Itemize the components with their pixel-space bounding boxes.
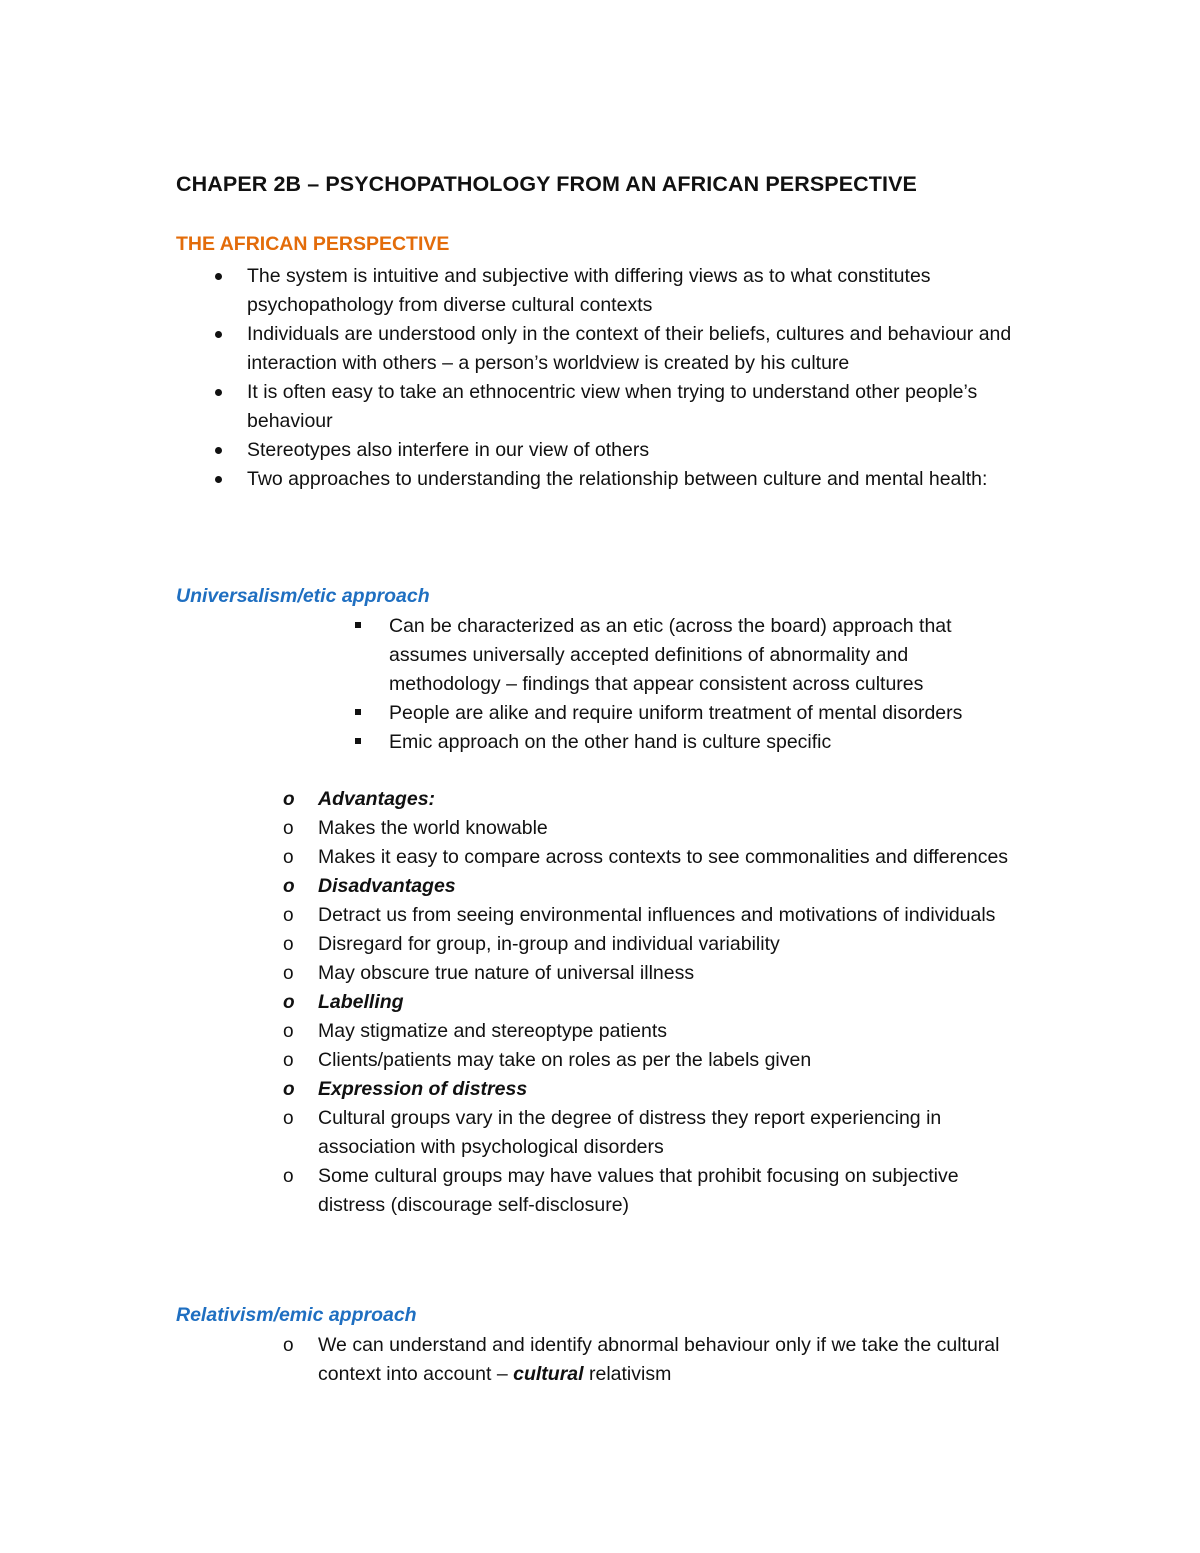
african-perspective-list — [0, 262, 1032, 494]
list-item: o May stigmatize and stereoptype patients — [0, 1017, 1023, 1046]
african-perspective-heading: THE AFRICAN PERSPECTIVE — [176, 233, 450, 255]
list-item: o Clients/patients may take on roles as per the labels given — [0, 1046, 1023, 1075]
list-item: o Makes it easy to compare across contexts to see commonalities and differences — [0, 843, 1023, 872]
list-item: o Disregard for group, in-group and individual variability — [0, 930, 1023, 959]
list-item — [0, 1331, 1023, 1389]
relativism-text-part1: We can understand and identify abnormal behaviour only if we take the cultural context into account – — [318, 1334, 1000, 1385]
list-item: People are alike and require uniform treatment of mental disorders — [0, 699, 1019, 728]
relativism-list — [0, 1331, 1023, 1389]
list-item: It is often easy to take an ethnocentric view when trying to understand other people’s behaviour — [0, 378, 1032, 436]
universalism-circle-list — [0, 785, 1023, 1220]
relativism-heading: Relativism/emic approach — [176, 1304, 417, 1326]
list-item-subheading-labelling: o Labelling — [0, 988, 1023, 1017]
list-item: The system is intuitive and subjective with differing views as to what constitutes psychopathology from diverse cultural contexts — [0, 262, 1032, 320]
list-item: o Cultural groups vary in the degree of distress they report experiencing in association with psychological disorders — [0, 1104, 1023, 1162]
list-item: Can be characterized as an etic (across the board) approach that assumes universally accepted definitions of abnormality and methodology – findings that appear consistent across cultures — [0, 612, 1019, 699]
list-item: o May obscure true nature of universal illness — [0, 959, 1023, 988]
list-item: o Some cultural groups may have values that prohibit focusing on subjective distress (discourage self-disclosure) — [0, 1162, 1023, 1220]
list-item: Emic approach on the other hand is culture specific — [0, 728, 1019, 757]
list-item-subheading-advantages: o Advantages: — [0, 785, 1023, 814]
relativism-text-italic: cultural — [513, 1363, 584, 1385]
list-item-subheading-disadvantages: o Disadvantages — [0, 872, 1023, 901]
universalism-heading: Universalism/etic approach — [176, 585, 430, 607]
list-item: Individuals are understood only in the context of their beliefs, cultures and behaviour and interaction with others – a person’s worldview is created by his culture — [0, 320, 1032, 378]
list-item-subheading-expression-of-distress: o Expression of distress — [0, 1075, 1023, 1104]
list-item: o Makes the world knowable — [0, 814, 1023, 843]
relativism-text-part2: relativism — [583, 1363, 672, 1385]
list-item: o Detract us from seeing environmental influences and motivations of individuals — [0, 901, 1023, 930]
list-item: Two approaches to understanding the relationship between culture and mental health: — [0, 465, 1032, 494]
universalism-square-list — [0, 612, 1019, 757]
document-title: CHAPER 2B – PSYCHOPATHOLOGY FROM AN AFRICAN PERSPECTIVE — [176, 172, 917, 196]
list-item: Stereotypes also interfere in our view of others — [0, 436, 1032, 465]
